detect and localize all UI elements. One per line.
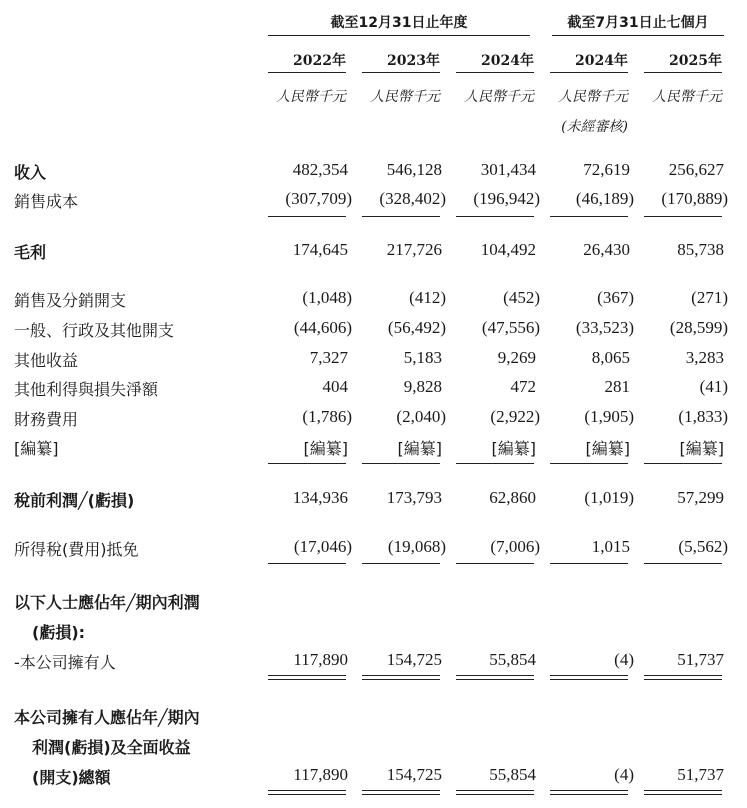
value-oi-2024-7m: 8,065	[591, 348, 630, 367]
value-admin-2022: (44,606)	[293, 318, 352, 337]
value-owners-2024: 55,854	[489, 650, 536, 669]
value-revenue-2024-7m: 72,619	[583, 160, 630, 179]
subtotal-rule-3	[456, 216, 534, 217]
value-fc-2024-7m: (1,905)	[584, 407, 634, 426]
value-cost-2022: (307,709)	[285, 189, 352, 208]
value-tax-2025-7m: (5,562)	[678, 537, 728, 556]
value-total-2025-7m: 51,737	[677, 765, 724, 784]
row-label-profit-before-tax: 稅前利潤╱(虧損)	[14, 491, 135, 510]
value-admin-2024-7m: (33,523)	[575, 318, 634, 337]
group-header-seven-months-rule	[552, 35, 724, 36]
value-gp-2024: 104,492	[480, 240, 536, 259]
value-total-2023: 154,725	[386, 765, 442, 784]
unit-label-3: 人民幣千元	[464, 89, 534, 105]
value-oi-2024: 9,269	[497, 348, 536, 367]
value-revenue-2023: 546,128	[386, 160, 442, 179]
value-revenue-2024: 301,434	[480, 160, 536, 179]
attributable-heading-line-1: 以下人士應佔年╱期內利潤	[14, 593, 200, 612]
subtotal-rule-b5	[644, 463, 722, 464]
subtotal-rule-c4	[550, 563, 628, 564]
group-header-seven-months: 截至7月31日止七個月	[567, 15, 709, 31]
row-label-redacted: [編纂]	[14, 439, 59, 458]
year-rule-5	[644, 72, 722, 73]
value-cost-2025-7m: (170,889)	[661, 189, 728, 208]
row-label-gross-profit: 毛利	[14, 243, 47, 262]
value-tax-2022: (17,046)	[293, 537, 352, 556]
year-rule-3	[456, 72, 534, 73]
year-header-1: 2022年	[293, 53, 346, 69]
unit-label-1: 人民幣千元	[276, 89, 346, 105]
unit-label-2: 人民幣千元	[370, 89, 440, 105]
value-total-2024-7m: (4)	[614, 765, 634, 784]
value-pbt-2024: 62,860	[489, 488, 536, 507]
double-rule-b3b	[456, 794, 534, 795]
double-rule-b3	[456, 790, 534, 791]
subtotal-rule-c3	[456, 563, 534, 564]
value-total-2024: 55,854	[489, 765, 536, 784]
row-label-finance-costs: 財務費用	[14, 410, 79, 429]
value-cost-2023: (328,402)	[379, 189, 446, 208]
value-redacted-2024-7m: [編纂]	[585, 439, 630, 458]
row-label-owners: -本公司擁有人	[14, 653, 116, 672]
double-rule-a3b	[456, 679, 534, 680]
row-label-other-income: 其他收益	[14, 351, 79, 370]
value-fc-2022: (1,786)	[302, 407, 352, 426]
double-rule-a5b	[644, 679, 722, 680]
year-rule-2	[362, 72, 440, 73]
value-oi-2025-7m: 3,283	[685, 348, 724, 367]
value-pbt-2025-7m: 57,299	[677, 488, 724, 507]
double-rule-a4	[550, 675, 628, 676]
value-ogl-2025-7m: (41)	[699, 377, 728, 396]
subtotal-rule-c2	[362, 563, 440, 564]
unit-label-5: 人民幣千元	[652, 89, 722, 105]
year-rule-4	[550, 72, 628, 73]
value-tax-2023: (19,068)	[387, 537, 446, 556]
value-cost-2024: (196,942)	[473, 189, 540, 208]
value-gp-2024-7m: 26,430	[583, 240, 630, 259]
value-ogl-2024: 472	[510, 377, 536, 396]
value-admin-2025-7m: (28,599)	[669, 318, 728, 337]
double-rule-b2	[362, 790, 440, 791]
total-comprehensive-heading-line-1: 本公司擁有人應佔年╱期內	[14, 708, 200, 727]
value-gp-2023: 217,726	[386, 240, 442, 259]
year-header-2: 2023年	[387, 53, 440, 69]
subtotal-rule-4	[550, 216, 628, 217]
subtotal-rule-b4	[550, 463, 628, 464]
year-header-5: 2025年	[669, 53, 722, 69]
value-redacted-2024: [編纂]	[491, 439, 536, 458]
row-label-cost-of-sales: 銷售成本	[14, 192, 79, 211]
row-label-income-tax: 所得稅(費用)抵免	[14, 540, 139, 559]
double-rule-b5b	[644, 794, 722, 795]
unaudited-note: (未經審核)	[561, 119, 628, 135]
value-total-2022: 117,890	[293, 765, 348, 784]
value-owners-2025-7m: 51,737	[677, 650, 724, 669]
double-rule-b5	[644, 790, 722, 791]
row-label-selling-expenses: 銷售及分銷開支	[14, 291, 127, 310]
value-admin-2023: (56,492)	[387, 318, 446, 337]
double-rule-a2b	[362, 679, 440, 680]
value-tax-2024: (7,006)	[490, 537, 540, 556]
value-redacted-2023: [編纂]	[397, 439, 442, 458]
value-pbt-2022: 134,936	[292, 488, 348, 507]
value-sell-2024-7m: (367)	[597, 288, 634, 307]
double-rule-a5	[644, 675, 722, 676]
value-owners-2024-7m: (4)	[614, 650, 634, 669]
subtotal-rule-c5	[644, 563, 722, 564]
subtotal-rule-5	[644, 216, 722, 217]
subtotal-rule-2	[362, 216, 440, 217]
value-pbt-2023: 173,793	[386, 488, 442, 507]
double-rule-a1	[268, 675, 346, 676]
double-rule-b2b	[362, 794, 440, 795]
subtotal-rule-b1	[268, 463, 346, 464]
double-rule-a2	[362, 675, 440, 676]
double-rule-a4b	[550, 679, 628, 680]
year-header-4: 2024年	[575, 53, 628, 69]
subtotal-rule-b2	[362, 463, 440, 464]
value-sell-2024: (452)	[503, 288, 540, 307]
year-header-3: 2024年	[481, 53, 534, 69]
row-label-admin-expenses: 一般、行政及其他開支	[14, 321, 175, 340]
value-sell-2022: (1,048)	[302, 288, 352, 307]
value-redacted-2025-7m: [編纂]	[679, 439, 724, 458]
value-oi-2022: 7,327	[309, 348, 348, 367]
value-tax-2024-7m: 1,015	[591, 537, 630, 556]
subtotal-rule-1	[268, 216, 346, 217]
row-label-other-gains-losses: 其他利得與損失淨額	[14, 380, 159, 399]
value-sell-2025-7m: (271)	[691, 288, 728, 307]
value-gp-2025-7m: 85,738	[677, 240, 724, 259]
double-rule-b4	[550, 790, 628, 791]
value-ogl-2023: 9,828	[403, 377, 442, 396]
total-comprehensive-heading-line-3: (開支)總額	[32, 768, 111, 787]
value-fc-2024: (2,922)	[490, 407, 540, 426]
value-fc-2023: (2,040)	[396, 407, 446, 426]
value-admin-2024: (47,556)	[481, 318, 540, 337]
group-header-year-rule	[268, 35, 530, 36]
row-label-revenue: 收入	[14, 163, 47, 182]
value-gp-2022: 174,645	[292, 240, 348, 259]
value-pbt-2024-7m: (1,019)	[584, 488, 634, 507]
double-rule-a1b	[268, 679, 346, 680]
total-comprehensive-heading-line-2: 利潤(虧損)及全面收益	[32, 738, 191, 757]
unit-label-4: 人民幣千元	[558, 89, 628, 105]
double-rule-b4b	[550, 794, 628, 795]
value-redacted-2022: [編纂]	[303, 439, 348, 458]
value-owners-2022: 117,890	[293, 650, 348, 669]
subtotal-rule-c1	[268, 563, 346, 564]
group-header-year: 截至12月31日止年度	[330, 15, 468, 31]
double-rule-b1b	[268, 794, 346, 795]
value-revenue-2022: 482,354	[292, 160, 348, 179]
value-owners-2023: 154,725	[386, 650, 442, 669]
value-sell-2023: (412)	[409, 288, 446, 307]
subtotal-rule-b3	[456, 463, 534, 464]
year-rule-1	[268, 72, 346, 73]
double-rule-b1	[268, 790, 346, 791]
value-ogl-2024-7m: 281	[604, 377, 630, 396]
value-revenue-2025-7m: 256,627	[668, 160, 724, 179]
value-fc-2025-7m: (1,833)	[678, 407, 728, 426]
double-rule-a3	[456, 675, 534, 676]
value-ogl-2022: 404	[322, 377, 348, 396]
value-cost-2024-7m: (46,189)	[575, 189, 634, 208]
value-oi-2023: 5,183	[403, 348, 442, 367]
attributable-heading-line-2: (虧損):	[32, 623, 86, 642]
